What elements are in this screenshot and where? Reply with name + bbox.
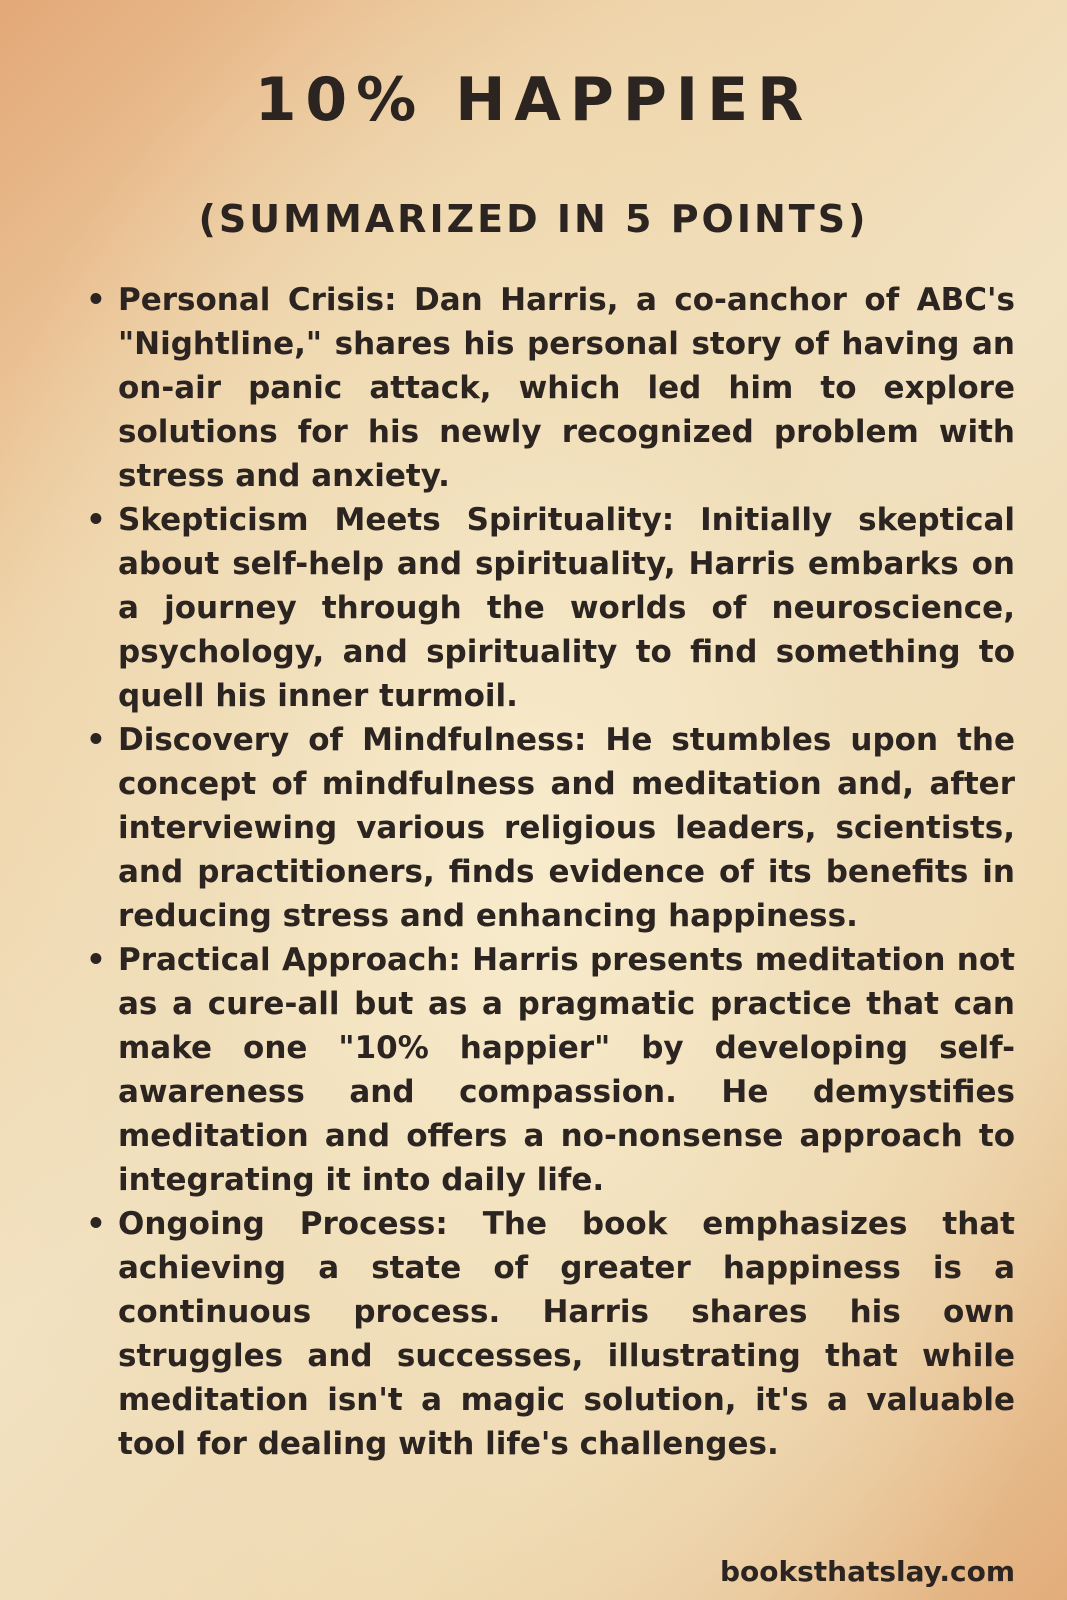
summary-list	[80, 278, 1015, 1466]
point-text: Ongoing Process: The book emphasizes that achieving a state of greater happiness is a continuous process. Harris shares his own struggles and successes, illustrating that while meditation isn't a magic solution, it's a valuable tool for dealing with life's challenges.	[118, 1206, 1015, 1462]
bullet-icon: •	[86, 942, 106, 978]
bullet-icon: •	[86, 1206, 106, 1242]
bullet-icon: •	[86, 282, 106, 318]
list-item	[80, 938, 1015, 1202]
point-text: Personal Crisis: Dan Harris, a co-anchor of ABC's "Nightline," shares his personal story of having an on-air panic attack, which led him to explore solutions for his newly recognized problem with stress and anxiety.	[118, 282, 1015, 494]
list-item	[80, 278, 1015, 498]
point-text: Skepticism Meets Spirituality: Initially skeptical about self-help and spirituality, Harris embarks on a journey through the worlds of neuroscience, psychology, and spirituality to find something to quell his inner turmoil.	[118, 502, 1015, 714]
point-text: Practical Approach: Harris presents meditation not as a cure-all but as a pragmatic practice that can make one "10% happier" by developing self-awareness and compassion. He demystifies meditation and offers a no-nonsense approach to integrating it into daily life.	[118, 942, 1015, 1198]
page-subtitle: (SUMMARIZED IN 5 POINTS)	[198, 197, 869, 241]
page-title: 10% HAPPIER	[254, 65, 813, 136]
list-item	[80, 1202, 1015, 1466]
website-credit: booksthatslay.com	[719, 1555, 1015, 1588]
list-item	[80, 718, 1015, 938]
bullet-icon: •	[86, 502, 106, 538]
list-item	[80, 498, 1015, 718]
point-text: Discovery of Mindfulness: He stumbles upon the concept of mindfulness and meditation and, after interviewing various religious leaders, scientists, and practitioners, finds evidence of its benefits in reducing stress and enhancing happiness.	[118, 722, 1015, 934]
bullet-icon: •	[86, 722, 106, 758]
